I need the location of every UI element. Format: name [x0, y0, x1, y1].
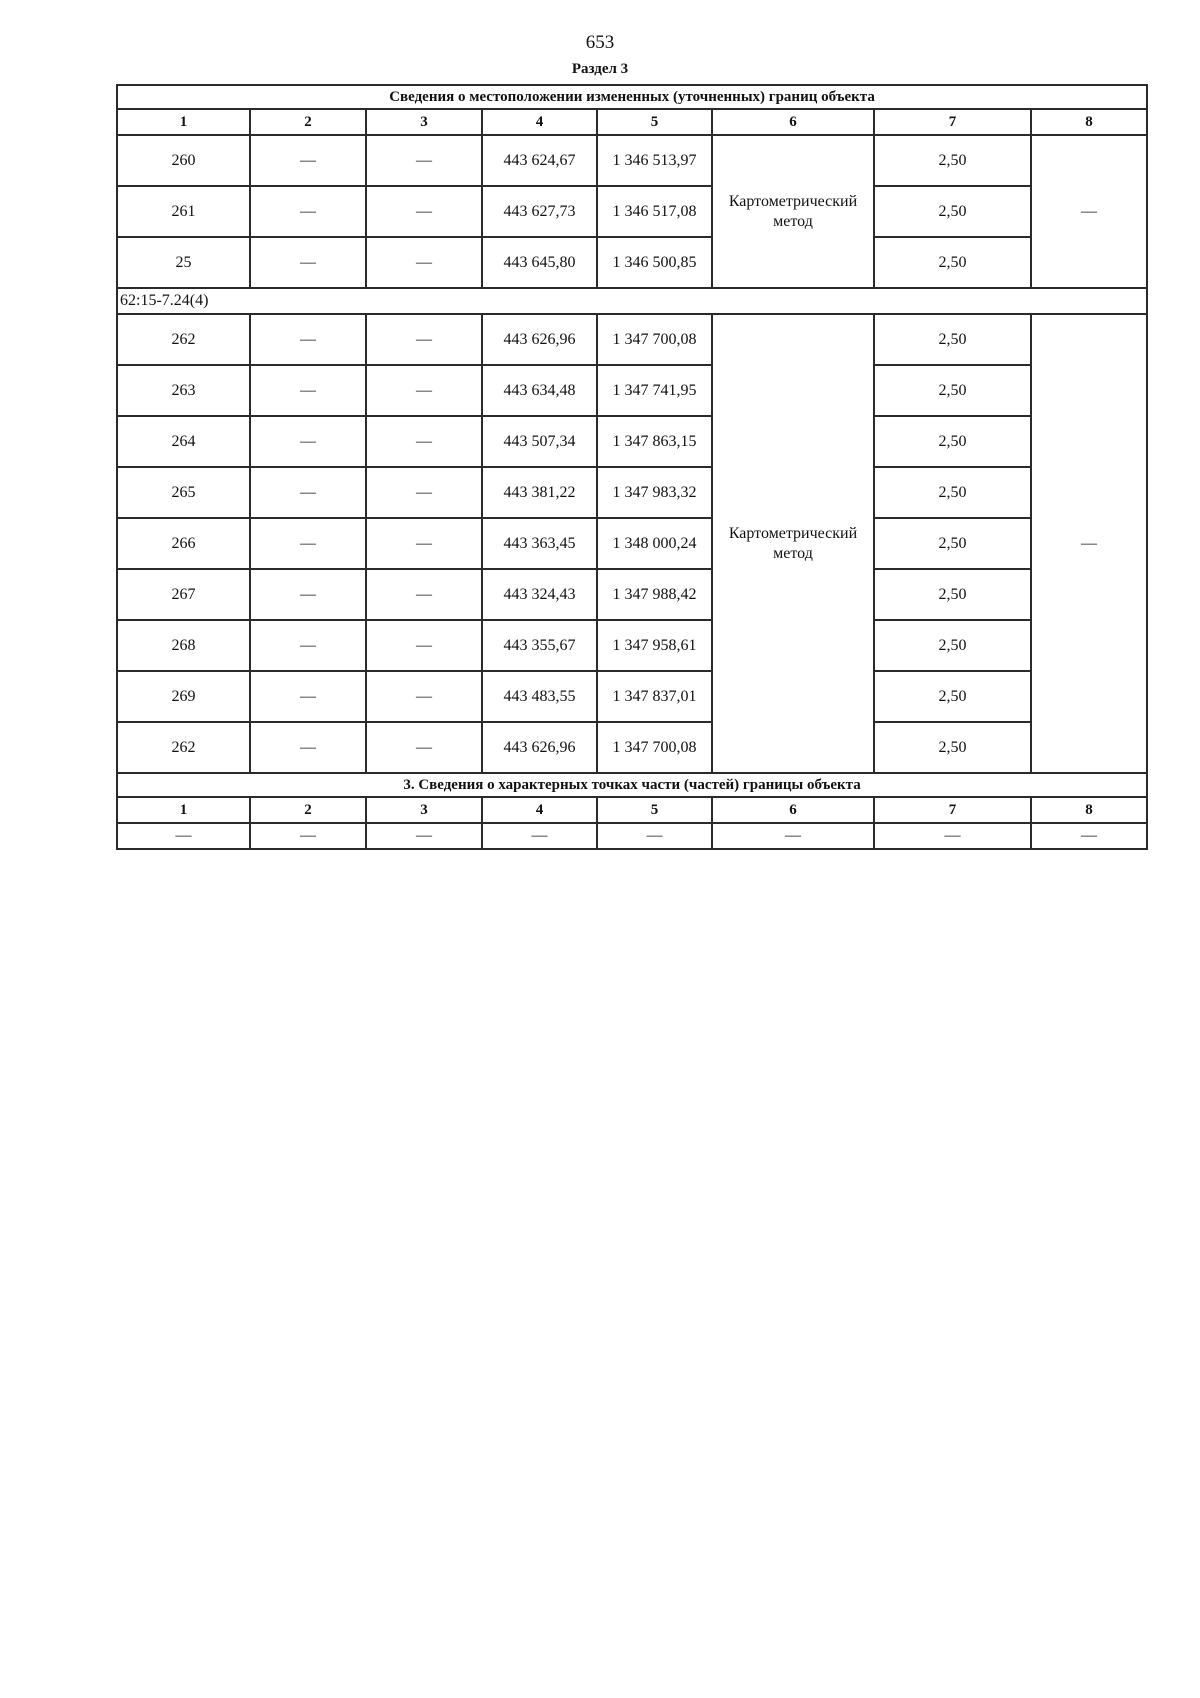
table-cell: — — [250, 620, 366, 671]
table-cell: 1 346 513,97 — [597, 135, 712, 186]
table-cell: 1 347 958,61 — [597, 620, 712, 671]
table-cell: 443 363,45 — [482, 518, 597, 569]
column-header: 3 — [366, 109, 482, 135]
col8-cell: — — [1031, 314, 1147, 773]
parcel-label: 62:15-7.24(4) — [117, 288, 1147, 314]
table-cell: — — [366, 365, 482, 416]
column-header: 1 — [117, 797, 250, 823]
table-row — [117, 314, 1147, 365]
table-cell: — — [366, 314, 482, 365]
table-cell: 443 483,55 — [482, 671, 597, 722]
table-cell: — — [250, 823, 366, 849]
table-cell: — — [366, 823, 482, 849]
table-row — [117, 416, 1147, 467]
table-row — [117, 722, 1147, 773]
column-header: 3 — [366, 797, 482, 823]
column-header: 2 — [250, 109, 366, 135]
table-cell: 2,50 — [874, 518, 1031, 569]
table-row — [117, 237, 1147, 288]
column-header: 7 — [874, 109, 1031, 135]
table-cell: 443 645,80 — [482, 237, 597, 288]
table-cell: 1 348 000,24 — [597, 518, 712, 569]
column-header: 4 — [482, 797, 597, 823]
table-cell: — — [366, 620, 482, 671]
table-cell: — — [250, 186, 366, 237]
table-cell: 1 347 741,95 — [597, 365, 712, 416]
parts-row — [117, 823, 1147, 849]
column-header: 8 — [1031, 797, 1147, 823]
table-cell: — — [250, 365, 366, 416]
table-cell: — — [366, 186, 482, 237]
table-cell: 2,50 — [874, 416, 1031, 467]
table-row — [117, 365, 1147, 416]
table-cell: 2,50 — [874, 314, 1031, 365]
table-cell: — — [250, 569, 366, 620]
table-cell: 260 — [117, 135, 250, 186]
table-cell: 261 — [117, 186, 250, 237]
table-cell: 443 324,43 — [482, 569, 597, 620]
table-cell: — — [366, 467, 482, 518]
table-cell: — — [117, 823, 250, 849]
table-cell: — — [250, 467, 366, 518]
table-cell: — — [874, 823, 1031, 849]
table-cell: 443 355,67 — [482, 620, 597, 671]
table-cell: 269 — [117, 671, 250, 722]
table-cell: 1 347 863,15 — [597, 416, 712, 467]
table-row — [117, 671, 1147, 722]
table-cell: 1 347 700,08 — [597, 722, 712, 773]
table-cell: 1 347 983,32 — [597, 467, 712, 518]
table-cell: — — [366, 237, 482, 288]
table-cell: 2,50 — [874, 671, 1031, 722]
table-row — [117, 518, 1147, 569]
table-cell: — — [366, 416, 482, 467]
table-cell: 2,50 — [874, 365, 1031, 416]
column-header: 5 — [597, 109, 712, 135]
parts-header-row — [117, 797, 1147, 823]
table-cell: — — [1031, 823, 1147, 849]
table-cell: 267 — [117, 569, 250, 620]
table-cell: 1 346 500,85 — [597, 237, 712, 288]
table-cell: 2,50 — [874, 722, 1031, 773]
column-header: 5 — [597, 797, 712, 823]
table-cell: 262 — [117, 722, 250, 773]
boundary-table — [116, 84, 1148, 850]
table-cell: — — [366, 569, 482, 620]
table-cell: 2,50 — [874, 237, 1031, 288]
parts-title: 3. Сведения о характерных точках части (частей) границы объекта — [117, 773, 1147, 797]
section-title: Раздел 3 — [571, 61, 629, 77]
table-cell: 268 — [117, 620, 250, 671]
table-cell: 1 347 988,42 — [597, 569, 712, 620]
table-cell: — — [250, 237, 366, 288]
table-cell: 443 381,22 — [482, 467, 597, 518]
table-cell: 443 626,96 — [482, 722, 597, 773]
method-cell: Картометрический метод — [712, 135, 874, 288]
table-cell: 443 624,67 — [482, 135, 597, 186]
table-cell: — — [366, 671, 482, 722]
table-cell: 263 — [117, 365, 250, 416]
col8-cell: — — [1031, 135, 1147, 288]
table-cell: — — [366, 135, 482, 186]
column-header: 6 — [712, 797, 874, 823]
column-header: 4 — [482, 109, 597, 135]
table-row — [117, 186, 1147, 237]
column-header: 2 — [250, 797, 366, 823]
table-cell: — — [366, 722, 482, 773]
parts-title-row — [117, 773, 1147, 797]
table-row — [117, 467, 1147, 518]
table-cell: — — [482, 823, 597, 849]
method-cell: Картометрический метод — [712, 314, 874, 773]
table-cell: 1 346 517,08 — [597, 186, 712, 237]
table-cell: — — [712, 823, 874, 849]
column-header: 7 — [874, 797, 1031, 823]
table-cell: 2,50 — [874, 135, 1031, 186]
table-cell: 265 — [117, 467, 250, 518]
table-cell: 262 — [117, 314, 250, 365]
table-cell: 266 — [117, 518, 250, 569]
table-cell: — — [366, 518, 482, 569]
table-cell: — — [597, 823, 712, 849]
table-cell: 1 347 837,01 — [597, 671, 712, 722]
table-cell: — — [250, 518, 366, 569]
table-cell: 2,50 — [874, 620, 1031, 671]
table-cell: 443 626,96 — [482, 314, 597, 365]
table-row — [117, 620, 1147, 671]
table-cell: 1 347 700,08 — [597, 314, 712, 365]
table-title-row — [117, 85, 1147, 109]
parcel-label-row — [117, 288, 1147, 314]
table-cell: — — [250, 135, 366, 186]
table-row — [117, 135, 1147, 186]
table-cell: 25 — [117, 237, 250, 288]
table-cell: 264 — [117, 416, 250, 467]
column-header: 1 — [117, 109, 250, 135]
table-cell: 2,50 — [874, 467, 1031, 518]
table-cell: — — [250, 722, 366, 773]
table-title: Сведения о местоположении измененных (уточненных) границ объекта — [117, 85, 1147, 109]
table-cell: 443 627,73 — [482, 186, 597, 237]
table-cell: — — [250, 671, 366, 722]
table-cell: 2,50 — [874, 186, 1031, 237]
column-header: 6 — [712, 109, 874, 135]
table-cell: 2,50 — [874, 569, 1031, 620]
page-number: 653 — [585, 32, 615, 53]
table-header-row — [117, 109, 1147, 135]
table-row — [117, 569, 1147, 620]
column-header: 8 — [1031, 109, 1147, 135]
table-cell: — — [250, 416, 366, 467]
table-cell: 443 507,34 — [482, 416, 597, 467]
table-cell: — — [250, 314, 366, 365]
table-cell: 443 634,48 — [482, 365, 597, 416]
